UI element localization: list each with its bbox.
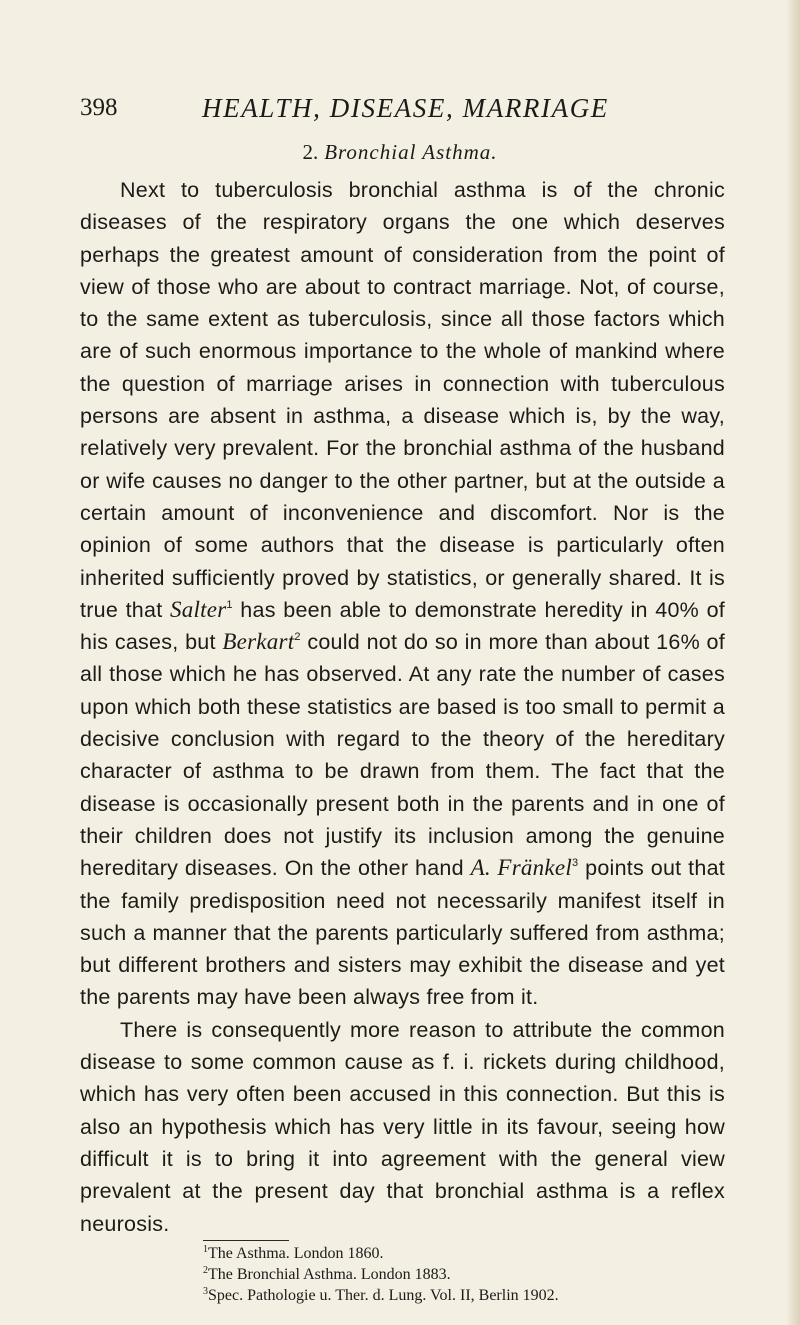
footnote-divider	[203, 1240, 289, 1241]
body-text	[80, 174, 725, 1240]
footnote-mark: 1	[203, 1244, 208, 1255]
text-run: could not do so in more than about 16% of all those which he has observed. At any rate the number of cases upon which both these statistics are based is too small to permit a decisive conclusion with regard to the theory of the hereditary character of asthma to be drawn from them. The fact that the disease is occasionally present both in the parents and in one of their children does not justify its inclusion among the genuine hereditary diseases. On the other hand	[80, 630, 725, 881]
author-frankel: A. Fränkel	[470, 855, 572, 881]
page-header	[80, 93, 720, 133]
footnote-mark: 3	[203, 1286, 208, 1297]
footnote-ref: 2	[294, 631, 301, 644]
footnote-ref: 3	[572, 857, 579, 870]
text-run: Next to tuberculosis bronchial asthma is of the chronic diseases of the respiratory organs the one which deserves perhaps the greatest amount of consideration from the point of view of those who are about to contract marriage. Not, of course, to the same extent as tuberculosis, since all those factors which are of such enormous importance to the whole of mankind where the question of marriage arises in connection with tuberculous persons are absent in asthma, a disease which is, by the way, relatively very prevalent. For the bronchial asthma of the husband or wife causes no danger to the other partner, but at the outside a certain amount of inconvenience and discomfort. Nor is the opinion of some authors that the disease is particularly often inherited sufficiently proved by statistics, or generally shared. It is true that	[80, 178, 725, 622]
section-name: Bronchial Asthma.	[324, 140, 498, 164]
text-run: has been able to demonstrate heredity in 40% of his cases, but	[80, 597, 725, 655]
author-berkart: Berkart	[222, 629, 295, 655]
paragraph	[80, 174, 725, 1014]
paragraph: There is consequently more reason to attribute the common disease to some common cause as f. i. rickets during childhood, which has very often been accused in this connection. But this is also an hypothesis which has very little in its favour, seeing how difficult it is to bring it into agreement with the general view prevalent at the present day that bronchial asthma is a reflex neurosis.	[80, 1017, 725, 1236]
running-head: HEALTH, DISEASE, MARRIAGE	[202, 93, 609, 123]
footnote-mark: 2	[203, 1265, 208, 1276]
footnote-text: The Asthma. London 1860.	[208, 1245, 384, 1262]
footnote-ref: 1	[226, 598, 233, 611]
footnote	[203, 1243, 723, 1264]
text-run: points out that the family predisposition need not necessarily manifest itself in such a manner that the parents particularly suffered from asthma; but different brothers and sisters may exhibit the disease and yet the parents may have been always free from it.	[80, 856, 726, 1010]
author-salter: Salter	[169, 596, 227, 622]
page-number: 398	[80, 94, 118, 121]
section-title	[80, 138, 720, 166]
footnote-text: The Bronchial Asthma. London 1883.	[208, 1266, 451, 1283]
footnotes	[203, 1243, 723, 1306]
section-number: 2.	[302, 140, 319, 164]
footnote	[203, 1264, 723, 1285]
footnote-text: Spec. Pathologie u. Ther. d. Lung. Vol. II, Berlin 1902.	[208, 1287, 559, 1304]
footnote	[203, 1285, 723, 1306]
page-edge-shadow	[786, 0, 800, 1325]
